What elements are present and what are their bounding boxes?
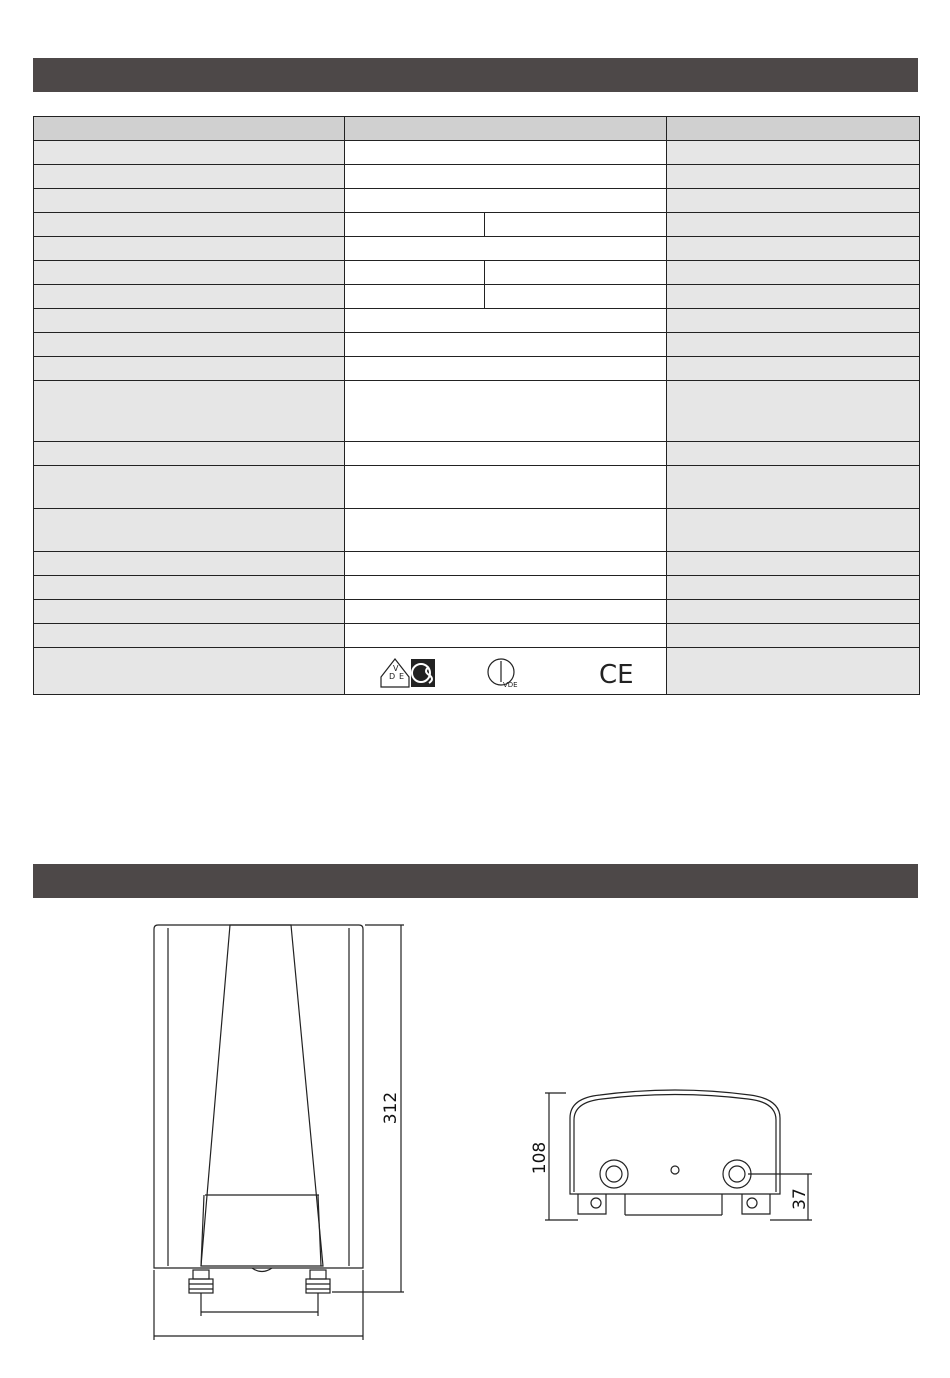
front-view bbox=[154, 925, 404, 1340]
svg-text:CE: CE bbox=[599, 659, 634, 690]
dimension-height-front: 312 bbox=[381, 1091, 401, 1125]
side-view bbox=[545, 1090, 812, 1220]
svg-text:V: V bbox=[393, 663, 399, 673]
dimension-height-side: 108 bbox=[530, 1141, 550, 1175]
dimension-connection-height: 37 bbox=[790, 1188, 810, 1210]
svg-text:E: E bbox=[399, 671, 405, 681]
svg-text:VDE: VDE bbox=[503, 680, 518, 689]
svg-text:D: D bbox=[389, 671, 396, 681]
